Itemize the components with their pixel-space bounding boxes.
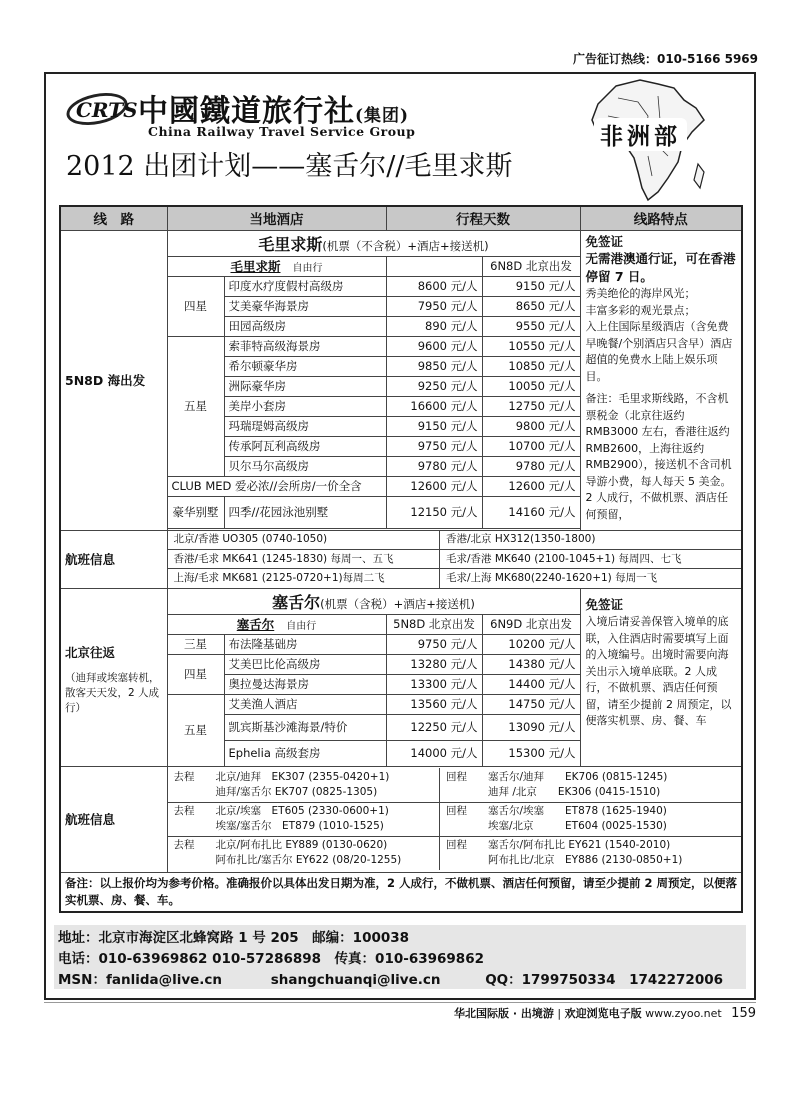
logo-abbr: CRTS	[76, 98, 138, 122]
footer-slogan: 欢迎浏览电子版	[564, 1007, 642, 1020]
price-6n: 12600 元/人	[482, 476, 580, 496]
hotel-name: 希尔顿豪华房	[224, 356, 386, 376]
tier-label: 三星	[167, 634, 224, 654]
hotel-name: 四季//花园泳池别墅	[224, 496, 386, 528]
flight-return: 回程 塞舌尔/迪拜 EK706 (0815-1245) 迪拜 /北京 EK306 (0415-1510)	[440, 768, 742, 802]
price-5n: 7950 元/人	[386, 296, 482, 316]
price-5n: 13300 元/人	[386, 674, 482, 694]
flight-return: 回程 塞舌尔/阿布扎比 EY621 (1540-2010) 阿布扎比/北京 EY886 (2130-0850+1)	[440, 836, 742, 870]
tour-table	[59, 205, 741, 913]
header-hotel: 当地酒店	[167, 206, 386, 230]
price-5n: 9750 元/人	[386, 436, 482, 456]
table-header-row	[60, 206, 742, 230]
seychelles-title: 塞舌尔(机票（含税）+酒店+接送机)	[167, 588, 580, 614]
flight-grid	[167, 530, 742, 588]
mauritius-flights	[60, 530, 742, 588]
tier-label: 五星	[167, 336, 224, 476]
mauritius-flights-label: 航班信息	[60, 530, 167, 588]
price-6n: 9800 元/人	[482, 416, 580, 436]
price-5n: 9850 元/人	[386, 356, 482, 376]
price-6n: 14400 元/人	[482, 674, 580, 694]
flight-go: 去程 北京/迪拜 EK307 (2355-0420+1) 迪拜/塞舌尔 EK707 (0825-1305)	[168, 768, 440, 802]
price-5n: 9780 元/人	[386, 456, 482, 476]
booking-notes: 备注：以上报价均为参考价格。准确报价以具体出发日期为准，2 人成行，不做机票、酒店任何预留，请至少提前 2 周预定，以便落实机票、房、餐、车。	[60, 872, 742, 912]
mauritius-col-6n: 6N8D 北京出发	[482, 256, 580, 276]
contact-phone: 电话：010-63969862 010-57286898 传真：010-63969862	[58, 951, 484, 967]
seychelles-features: 免签证 入境后请妥善保管入境单的底联，入住酒店时需要填写上面的入境编号。出境时需要向海关出示入境单底联。2 人成行，不做机票、酒店任何预留，请至少提前 2 周预定，以便落实机票、房、餐、车	[580, 588, 742, 766]
price-6n: 10700 元/人	[482, 436, 580, 456]
flight-item: 香港/北京 HX312(1350-1800)	[440, 531, 742, 550]
seychelles-route-note: （迪拜或埃塞转机，散客天天发，2 人成行）	[65, 671, 160, 714]
seychelles-col-6n: 6N9D 北京出发	[482, 614, 580, 634]
hotel-name: 布法隆基础房	[224, 634, 386, 654]
price-6n: 9780 元/人	[482, 456, 580, 476]
mauritius-route: 5N8D 海出发	[60, 230, 167, 530]
header-route: 线 路	[60, 206, 167, 230]
price-6n: 9150 元/人	[482, 276, 580, 296]
hotel-name: 艾美巴比伦高级房	[224, 654, 386, 674]
page-footer: 华北国际版 · 出境游 | 欢迎浏览电子版 www.zyoo.net 159	[454, 1006, 756, 1021]
seychelles-col-5n: 5N8D 北京出发	[386, 614, 482, 634]
seychelles-route: 北京往返	[65, 644, 116, 660]
hotel-name: CLUB MED 爱必浓//会所房/一价全含	[167, 476, 386, 496]
msn-secondary: shangchuanqi@live.cn	[270, 972, 441, 988]
price-5n: 8600 元/人	[386, 276, 482, 296]
price-6n: 8650 元/人	[482, 296, 580, 316]
msn-label: MSN：	[58, 972, 106, 988]
price-6n: 14160 元/人	[482, 496, 580, 528]
price-5n: 12600 元/人	[386, 476, 482, 496]
seychelles-route-cell	[60, 588, 167, 766]
price-6n: 10850 元/人	[482, 356, 580, 376]
flight-item: 上海/毛求 MK681 (2125-0720+1)每周二飞	[168, 569, 440, 588]
seychelles-flights	[60, 766, 742, 872]
tier-label: 豪华别墅	[167, 496, 224, 528]
hotel-name: 索菲特高级海景房	[224, 336, 386, 356]
hotel-name: 贝尔马尔高级房	[224, 456, 386, 476]
hotel-name: 洲际豪华房	[224, 376, 386, 396]
seychelles-flights-label: 航班信息	[60, 766, 167, 872]
price-5n: 9150 元/人	[386, 416, 482, 436]
price-5n: 12150 元/人	[386, 496, 482, 528]
mauritius-title: 毛里求斯(机票（不含税）+酒店+接送机)	[167, 230, 580, 256]
qq-numbers: QQ：1799750334 1742272006	[485, 972, 724, 988]
contact-box	[54, 925, 746, 989]
hotel-name: 美岸小套房	[224, 396, 386, 416]
header-days: 行程天数	[386, 206, 580, 230]
tier-label: 五星	[167, 694, 224, 766]
hotel-name: 传承阿瓦利高级房	[224, 436, 386, 456]
flight-return: 回程 塞舌尔/埃塞 ET878 (1625-1940) 埃塞/北京 ET604 (0025-1530)	[440, 802, 742, 836]
hotel-name: Ephelia 高级套房	[224, 740, 386, 766]
flight-item: 毛求/上海 MK680(2240-1620+1) 每周一飞	[440, 569, 742, 588]
flight-grid	[167, 766, 742, 872]
price-6n: 10200 元/人	[482, 634, 580, 654]
hotel-name: 奥拉曼达海景房	[224, 674, 386, 694]
logo-name-cn: 中國鐵道旅行社(集团)	[138, 94, 410, 129]
contact-online	[58, 968, 723, 988]
ad-hotline: 广告征订热线：010-5166 5969	[572, 52, 758, 66]
mauritius-subheader: 毛里求斯 自由行	[167, 256, 386, 276]
price-6n: 15300 元/人	[482, 740, 580, 766]
africa-dept-label: 非洲部	[594, 118, 687, 151]
contact-address: 地址：北京市海淀区北蜂窝路 1 号 205 邮编：100038	[58, 930, 410, 946]
hotel-name: 玛瑞瑅姆高级房	[224, 416, 386, 436]
hotel-name: 艾美渔人酒店	[224, 694, 386, 714]
price-6n: 10550 元/人	[482, 336, 580, 356]
flight-go: 去程 北京/阿布扎比 EY889 (0130-0620) 阿布扎比/塞舌尔 EY622 (08/20-1255)	[168, 836, 440, 870]
price-6n: 9550 元/人	[482, 316, 580, 336]
footer-url[interactable]: www.zyoo.net	[645, 1007, 722, 1020]
hotel-name: 凯宾斯基沙滩海景/特价	[224, 714, 386, 740]
page-title: 2012 出团计划——塞舌尔//毛里求斯	[66, 151, 513, 182]
flight-item: 北京/香港 UO305 (0740-1050)	[168, 531, 440, 550]
price-5n: 9750 元/人	[386, 634, 482, 654]
tier-label: 四星	[167, 654, 224, 694]
price-6n: 12750 元/人	[482, 396, 580, 416]
price-5n: 16600 元/人	[386, 396, 482, 416]
header-features: 线路特点	[580, 206, 742, 230]
mauritius-col-5n	[386, 256, 482, 276]
price-5n: 12250 元/人	[386, 714, 482, 740]
price-6n: 10050 元/人	[482, 376, 580, 396]
seychelles-subheader: 塞舌尔 自由行	[167, 614, 386, 634]
flight-go: 去程 北京/埃塞 ET605 (2330-0600+1) 埃塞/塞舌尔 ET879 (1010-1525)	[168, 802, 440, 836]
hotel-name: 印度水疗度假村高级房	[224, 276, 386, 296]
flight-item: 香港/毛求 MK641 (1245-1830) 每周一、五飞	[168, 550, 440, 569]
price-6n: 14380 元/人	[482, 654, 580, 674]
logo-name-en: China Railway Travel Service Group	[148, 124, 416, 139]
price-5n: 890 元/人	[386, 316, 482, 336]
price-6n: 13090 元/人	[482, 714, 580, 740]
price-5n: 14000 元/人	[386, 740, 482, 766]
footer-section: 华北国际版 · 出境游	[454, 1007, 554, 1020]
hotel-name: 艾美豪华海景房	[224, 296, 386, 316]
price-6n: 14750 元/人	[482, 694, 580, 714]
price-5n: 13560 元/人	[386, 694, 482, 714]
hotel-name: 田园高级房	[224, 316, 386, 336]
flight-item: 毛求/香港 MK640 (2100-1045+1) 每周四、七飞	[440, 550, 742, 569]
price-5n: 9600 元/人	[386, 336, 482, 356]
msn-primary: fanlida@live.cn	[105, 972, 223, 988]
footer-divider	[44, 1002, 756, 1003]
price-5n: 9250 元/人	[386, 376, 482, 396]
mauritius-features: 免签证 无需港澳通行证，可在香港停留 7 日。 秀美绝伦的海岸风光； 丰富多彩的观光景点； 入上住国际星级酒店（含免费早晚餐/个别酒店只含早）酒店超值的免费水上陆上娱乐项目。 备注：毛里求斯线路，不含机票税金（北京往返约 RMB3000 左右，香港往返约 RMB2600，上海往返约 RMB2900），接送机不含司机导游小费，每人每天 5 美金。2 人成行，不做机票、酒店任何预留，	[580, 230, 742, 530]
tier-label: 四星	[167, 276, 224, 336]
price-5n: 13280 元/人	[386, 654, 482, 674]
page-number: 159	[731, 1006, 756, 1021]
